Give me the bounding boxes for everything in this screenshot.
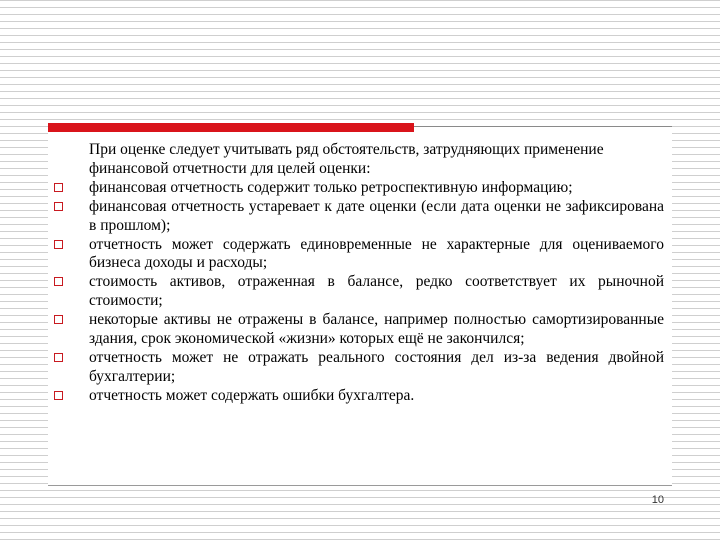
hollow-square-bullet-icon	[54, 391, 63, 400]
top-divider	[414, 126, 672, 127]
page-number: 10	[651, 494, 664, 506]
list-item	[52, 179, 664, 198]
hollow-square-bullet-icon	[54, 202, 63, 211]
list-item	[52, 273, 664, 311]
bullet-text: финансовая отчетность содержит только ретроспективную информацию;	[89, 178, 573, 196]
list-item	[52, 349, 664, 387]
slide-body	[52, 141, 664, 406]
bullet-text: стоимость активов, отраженная в балансе, редко соответствует их рыночной стоимости;	[89, 273, 664, 310]
list-item	[52, 311, 664, 349]
list-item	[52, 387, 664, 406]
bullet-text: некоторые активы не отражены в балансе, например полностью самортизированные здания, срок экономической «жизни» которых ещё не закончился;	[89, 311, 664, 348]
bullet-text: отчетность может не отражать реального состояния дел из-за ведения двойной бухгалтерии;	[89, 348, 664, 385]
bullet-text: отчетность может содержать единовременные не характерные для оцениваемого бизнеса доходы и расходы;	[89, 235, 664, 272]
hollow-square-bullet-icon	[54, 240, 63, 249]
bottom-divider	[48, 485, 672, 486]
hollow-square-bullet-icon	[54, 353, 63, 362]
bullet-list	[52, 179, 664, 406]
hollow-square-bullet-icon	[54, 315, 63, 324]
hollow-square-bullet-icon	[54, 183, 63, 192]
bullet-text: финансовая отчетность устаревает к дате оценки (если дата оценки не зафиксирована в прошлом);	[89, 197, 664, 234]
list-item	[52, 236, 664, 274]
accent-bar	[48, 123, 414, 132]
bullet-text: отчетность может содержать ошибки бухгалтера.	[89, 386, 415, 404]
intro-paragraph: При оценке следует учитывать ряд обстоятельств, затрудняющих применение финансовой отчетности для целей оценки:	[89, 141, 604, 177]
hollow-square-bullet-icon	[54, 277, 63, 286]
list-item	[52, 198, 664, 236]
